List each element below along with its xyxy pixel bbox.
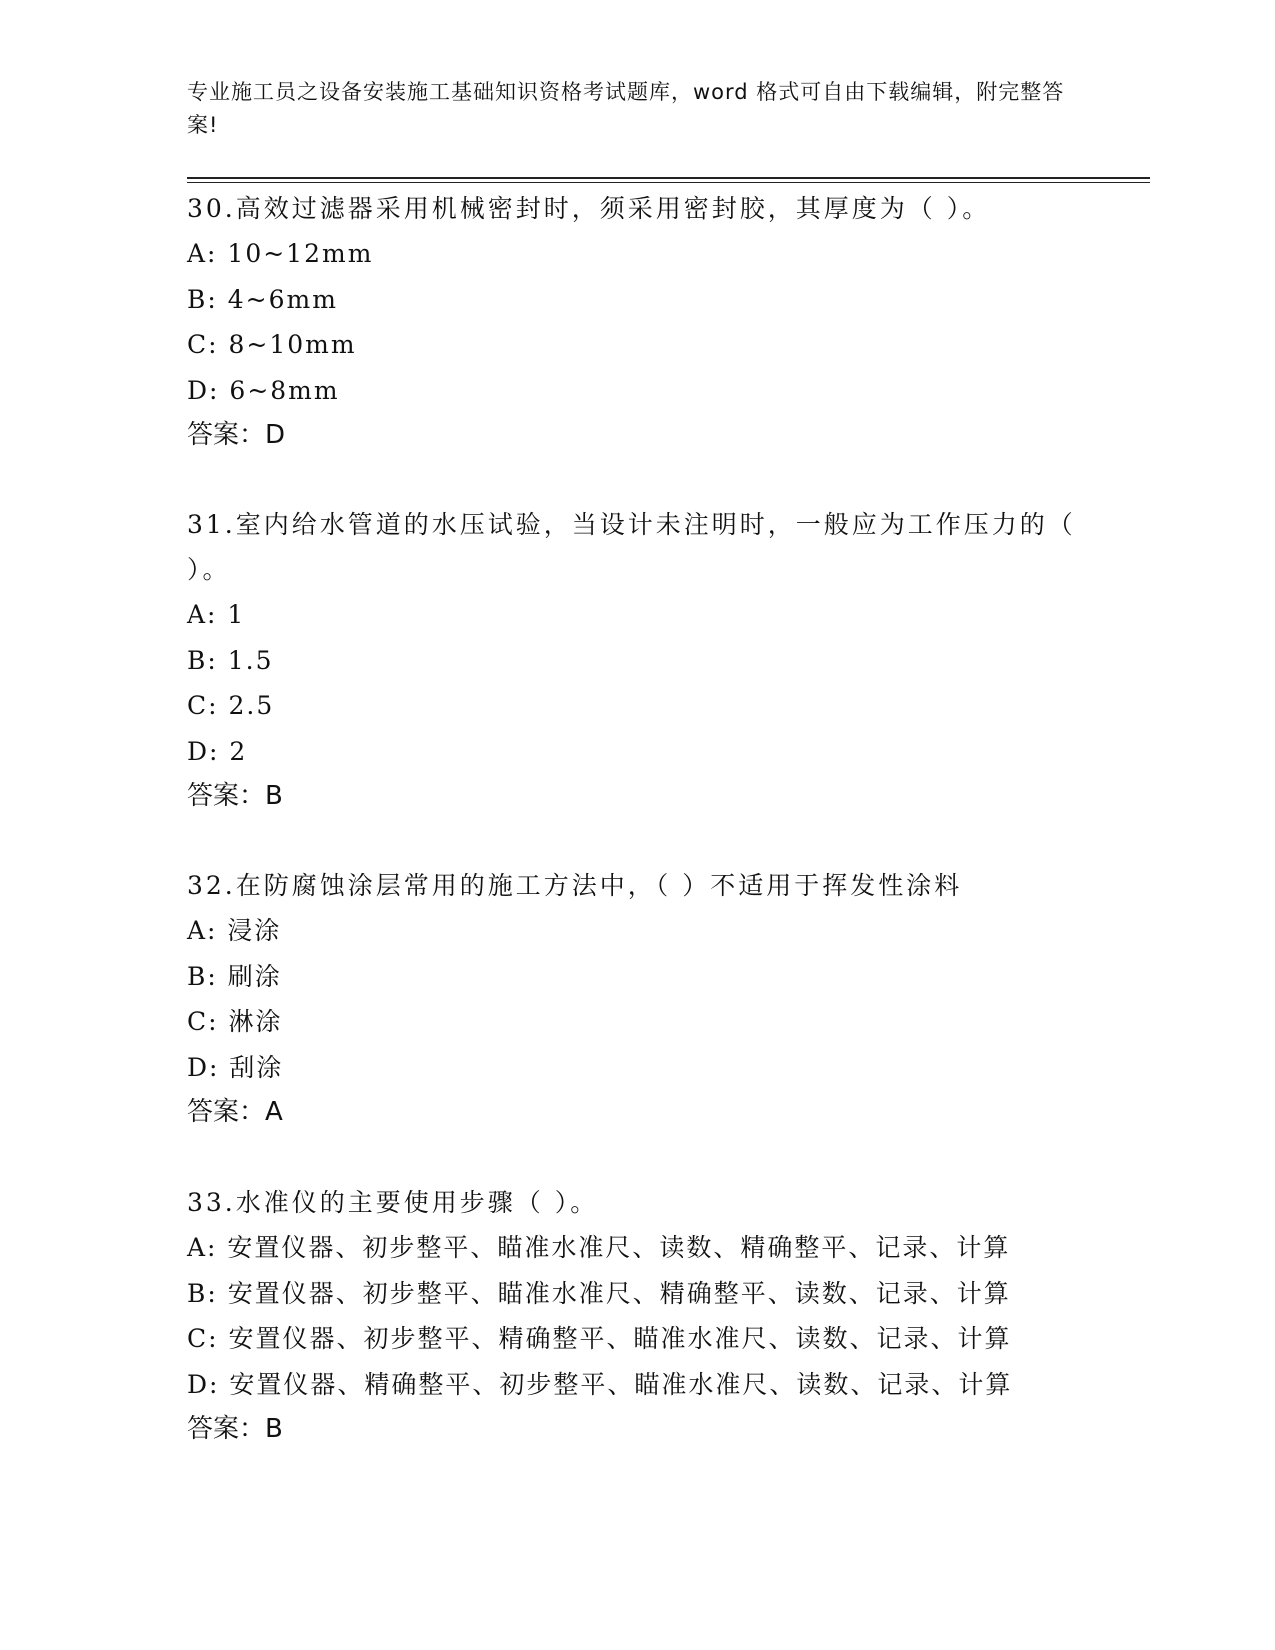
option-b: B: 1.5 xyxy=(187,645,274,675)
answer-label: 答案：B xyxy=(187,781,283,811)
option-c: C: 2.5 xyxy=(187,691,275,720)
answer-label: 答案：B xyxy=(187,1414,283,1444)
header-divider-thick xyxy=(187,177,1150,179)
answer-label: 答案：A xyxy=(187,1097,283,1127)
question-33 xyxy=(187,1180,1087,1452)
option-d: D: 2 xyxy=(187,736,248,766)
option-d: D: 安置仪器、精确整平、初步整平、瞄准水准尺、读数、记录、计算 xyxy=(187,1369,1013,1399)
option-c: C: 淋涂 xyxy=(187,1007,283,1036)
option-a: A: 安置仪器、初步整平、瞄准水准尺、读数、精确整平、记录、计算 xyxy=(187,1233,1011,1262)
option-a: A: 1 xyxy=(187,600,246,629)
option-c: C: 8~10mm xyxy=(187,330,357,359)
option-d: D: 刮涂 xyxy=(187,1052,284,1082)
question-stem: 33.水准仪的主要使用步骤（ ）。 xyxy=(187,1188,599,1217)
question-stem: 30.高效过滤器采用机械密封时，须采用密封胶，其厚度为（ ）。 xyxy=(187,194,991,223)
question-31 xyxy=(187,502,1087,819)
option-d: D: 6~8mm xyxy=(187,375,340,405)
option-a: A: 10~12mm xyxy=(187,239,374,268)
option-a: A: 浸涂 xyxy=(187,916,282,945)
option-b: B: 刷涂 xyxy=(187,961,282,991)
question-stem: 31.室内给水管道的水压试验，当设计未注明时，一般应为工作压力的（ ）。 xyxy=(187,510,1076,584)
option-b: B: 安置仪器、初步整平、瞄准水准尺、精确整平、读数、记录、计算 xyxy=(187,1278,1011,1308)
question-32 xyxy=(187,863,1087,1135)
document-header: 专业施工员之设备安装施工基础知识资格考试题库，word 格式可自由下载编辑，附完整答案! xyxy=(187,80,1065,137)
answer-label: 答案：D xyxy=(187,420,286,450)
option-b: B: 4~6mm xyxy=(187,284,338,314)
option-c: C: 安置仪器、初步整平、精确整平、瞄准水准尺、读数、记录、计算 xyxy=(187,1324,1012,1353)
header-divider-thin xyxy=(187,182,1150,183)
question-stem: 32.在防腐蚀涂层常用的施工方法中，（ ）不适用于挥发性涂料 xyxy=(187,871,963,900)
question-30 xyxy=(187,186,1087,458)
